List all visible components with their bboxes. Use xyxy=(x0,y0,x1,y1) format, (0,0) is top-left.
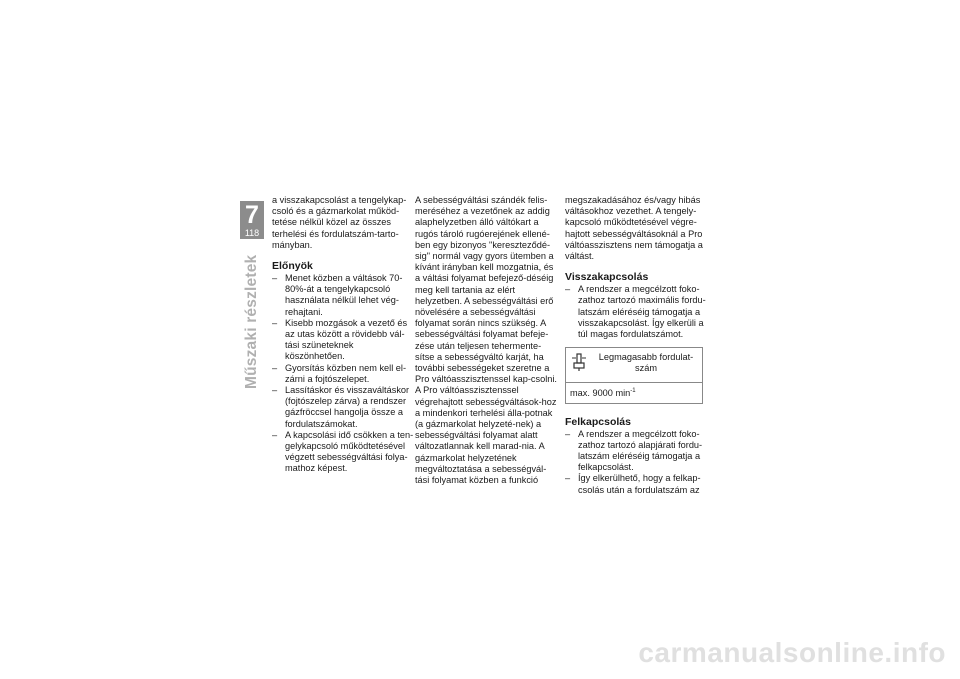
chapter-side-title: Műszaki részletek xyxy=(243,254,260,389)
column-3 xyxy=(565,195,707,496)
heading-downshift: Visszakapcsolás xyxy=(565,271,649,284)
col2-text: A sebességváltási szándék felis-meréséhez a vezetőnek az addig alaphelyzetben álló váltókart a rugós tároló rugóerejének ellené-ben egy bizonyos "kereszteződé-sig" normál vagy gyors ütemben a kívánt irányban kell mozgatnia, és a váltási folyamat befejező-déséig meg kell tartania az elért helyzetben. A sebességváltási erő növelésére a sebességváltási folyamat során nincs szükség. A sebességváltási folyamat befeje-zése után teljesen tehermente-sítse a sebességváltó karját, ha további sebességeket szeretne a Pro váltóasszisztenssel kap-csolni. A Pro váltóasszisztenssel végrehajtott sebességváltások-hoz a mindenkori terhelési álla-potnak (a gázmarkolat helyzeté-nek) a sebességváltási folyamat alatt változatlannak kell marad-nia. A gázmarkolat helyzetének megváltoztatása a sebességvál-tási folyamat közben a funkció xyxy=(415,195,557,486)
watermark: carmanualsonline.info xyxy=(638,637,946,668)
spec-value: max. 9000 min xyxy=(570,388,631,399)
engine-speed-icon xyxy=(570,352,588,372)
list-item: – Kisebb mozgások a vezető és az utas között a rövidebb vál-tási szüneteknek köszönhetően. xyxy=(272,318,414,363)
column-2 xyxy=(415,195,557,486)
column-1 xyxy=(272,195,414,475)
page-number: 118 xyxy=(244,228,260,238)
col3-intro: megszakadásához és/vagy hibás váltásokhoz vezethet. A tengely-kapcsoló működtetésével végre-hajtott sebességváltásoknál a Pro váltóasszisztens nem támogatja a váltást. xyxy=(565,195,703,262)
list-item: – Gyorsítás közben nem kell el-zárni a fojtószelepet. xyxy=(272,363,414,385)
heading-advantages: Előnyök xyxy=(272,260,313,273)
list-item: – A kapcsolási idő csökken a ten-gelykapcsoló működtetésével végzett sebességváltási folya-mathoz képest. xyxy=(272,430,414,475)
list-item: – A rendszer a megcélzott foko-zathoz tartozó maximális fordu-latszám eléréséig támogatja a visszakapcsolást. Így elkerüli a túl magas fordulatszámot. xyxy=(565,284,707,340)
list-item: – Lassításkor és visszaváltáskor (fojtószelep zárva) a rendszer gázfröccsel hangolja össze a fordulatszámokat. xyxy=(272,385,414,430)
advantages-list xyxy=(272,273,414,475)
heading-upshift: Felkapcsolás xyxy=(565,415,631,428)
upshift-list xyxy=(565,429,707,496)
downshift-list xyxy=(565,284,707,340)
list-item: – Így elkerülhető, hogy a felkap-csolás után a fordulatszám az xyxy=(565,473,707,495)
spec-exponent: -1 xyxy=(630,388,636,395)
chapter-number: 7 xyxy=(245,201,259,229)
list-item: – A rendszer a megcélzott foko-zathoz tartozó alapjárati fordu-latszám eléréséig támogatja a felkapcsolást. xyxy=(565,429,707,474)
col1-intro: a visszakapcsolást a tengelykap-csoló és a gázmarkolat működ-tetése nélkül közel az összes terhelési és fordulatszám-tarto-mányban. xyxy=(272,195,407,250)
spec-value-row xyxy=(566,383,702,402)
spec-table xyxy=(565,347,703,403)
spec-label: Legmagasabb fordulat-szám xyxy=(598,352,694,374)
list-item: – Menet közben a váltások 70-80%-át a tengelykapcsoló használata nélkül lehet vég-rehajtani. xyxy=(272,273,414,318)
chapter-tab xyxy=(240,201,264,239)
spec-header xyxy=(566,348,702,383)
